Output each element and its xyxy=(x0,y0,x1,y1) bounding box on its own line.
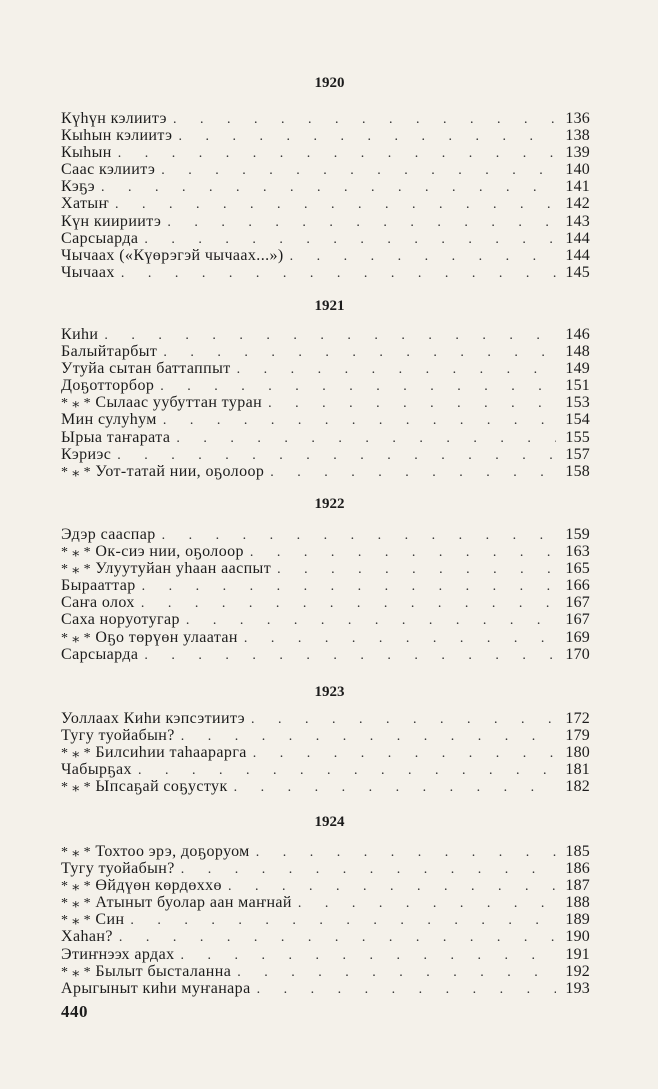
toc-entry xyxy=(61,744,590,761)
entry-title xyxy=(61,360,231,377)
entry-title xyxy=(61,526,156,543)
entry-page-number: 144 xyxy=(565,229,590,247)
entry-title xyxy=(61,860,175,877)
entry-page-number: 172 xyxy=(565,710,590,727)
toc-entry xyxy=(61,894,590,911)
dot-leader xyxy=(118,145,556,162)
dot-leader xyxy=(228,878,556,895)
asterism-mark: * ⁎ * xyxy=(61,780,91,796)
section-year-heading: 1923 xyxy=(314,684,345,700)
toc-entry xyxy=(61,195,590,212)
entry-title xyxy=(61,394,262,412)
entry-page-number: 157 xyxy=(565,445,590,463)
entry-page-number: 190 xyxy=(565,928,590,946)
toc-entry xyxy=(61,710,590,727)
dot-leader xyxy=(115,196,556,213)
asterism-mark: * ⁎ * xyxy=(61,464,91,480)
entry-title xyxy=(61,629,238,647)
entry-page-number: 140 xyxy=(565,161,590,179)
toc-entry xyxy=(61,144,590,161)
entry-title-text: Уоллаах Киһи кэпсэтиитэ xyxy=(61,710,246,727)
dot-leader xyxy=(290,248,556,265)
entry-page-number: 145 xyxy=(565,263,590,281)
dot-leader xyxy=(186,612,556,629)
toc-entry xyxy=(61,411,590,428)
dot-leader xyxy=(181,861,556,878)
toc-entry xyxy=(61,761,590,778)
entry-title-text: Бырааттар xyxy=(61,577,136,595)
entry-page-number: 167 xyxy=(565,611,590,629)
toc-entry xyxy=(61,860,590,877)
toc-entry xyxy=(61,980,590,997)
entry-title-text: Этиҥнээх ардах xyxy=(61,945,175,963)
entry-page-number: 166 xyxy=(565,577,590,595)
entry-page-number: 185 xyxy=(565,843,590,860)
entry-page-number: 188 xyxy=(565,894,590,912)
dot-leader xyxy=(138,762,556,779)
entry-title-text: Балыйтарбыт xyxy=(61,343,158,361)
entry-title-text: Чычаах xyxy=(61,263,115,281)
entry-title-text: Уот-татай нии, оҕолоор xyxy=(95,462,265,480)
entry-title-text: Ырыа таҥарата xyxy=(61,428,171,446)
entry-title-text: Былыт бысталанна xyxy=(95,962,232,980)
entry-title-text: Эдэр сааспар xyxy=(61,526,156,543)
entry-title xyxy=(61,213,161,230)
entry-title-text: Кэҕэ xyxy=(61,178,96,196)
entry-title-text: Сарсыарда xyxy=(61,645,139,663)
toc-entry xyxy=(61,161,590,178)
entry-title xyxy=(61,710,245,727)
entry-page-number: 182 xyxy=(565,778,590,796)
entry-title-text: Күн киириитэ xyxy=(61,212,162,230)
dot-leader xyxy=(257,981,556,998)
toc-entry xyxy=(61,110,590,127)
dot-leader xyxy=(142,578,556,595)
entry-page-number: 151 xyxy=(565,377,590,395)
dot-leader xyxy=(121,265,556,282)
section-year-heading: 1920 xyxy=(314,75,345,91)
asterism-mark: * ⁎ * xyxy=(61,845,91,860)
entry-title xyxy=(61,761,132,778)
entry-page-number: 163 xyxy=(565,543,590,561)
entry-title-text: Саха норуотугар xyxy=(61,611,180,629)
asterism-mark: * ⁎ * xyxy=(61,913,91,929)
entry-title-text: Оҕо төрүөн улаатан xyxy=(95,628,238,646)
dot-leader xyxy=(162,527,556,544)
entry-page-number: 179 xyxy=(565,727,590,745)
entry-title xyxy=(61,195,109,212)
toc-entry xyxy=(61,629,590,646)
dot-leader xyxy=(250,544,556,561)
dot-leader xyxy=(298,895,556,912)
toc-entry xyxy=(61,778,590,795)
dot-leader xyxy=(144,231,556,248)
entry-title-text: Хатыҥ xyxy=(61,195,109,213)
toc-entry xyxy=(61,429,590,446)
page-number: 440 xyxy=(61,1002,88,1021)
entry-page-number: 158 xyxy=(565,462,590,480)
entry-title xyxy=(61,843,250,861)
dot-leader xyxy=(130,912,556,929)
asterism-mark: * ⁎ * xyxy=(61,630,91,646)
entry-title xyxy=(61,343,157,360)
entry-page-number: 154 xyxy=(565,411,590,429)
toc-entry xyxy=(61,526,590,543)
entry-page-number: 187 xyxy=(565,877,590,895)
section-year-heading: 1921 xyxy=(314,298,345,314)
entry-page-number: 167 xyxy=(565,594,590,612)
entry-page-number: 149 xyxy=(565,360,590,378)
toc-entry xyxy=(61,247,590,264)
toc-entry xyxy=(61,594,590,611)
dot-leader xyxy=(167,214,556,231)
entry-title-text: Билсиһии таһаарарга xyxy=(95,744,247,762)
entry-title xyxy=(61,778,228,796)
toc-entry xyxy=(61,928,590,945)
entry-page-number: 153 xyxy=(565,394,590,412)
entry-title-text: Кыһын кэлиитэ xyxy=(61,127,173,145)
entry-page-number: 155 xyxy=(565,428,590,446)
dot-leader xyxy=(163,412,556,429)
entry-title xyxy=(61,928,113,945)
toc-entry xyxy=(61,843,590,860)
entry-page-number: 189 xyxy=(565,911,590,929)
entry-title-text: Атыныт буолар аан маҥнай xyxy=(95,894,292,912)
section-entry-list xyxy=(61,110,590,281)
entry-page-number: 192 xyxy=(565,962,590,980)
dot-leader xyxy=(256,844,556,861)
toc-entry xyxy=(61,611,590,628)
dot-leader xyxy=(160,378,556,395)
toc-entry xyxy=(61,911,590,928)
dot-leader xyxy=(181,728,556,745)
entry-title xyxy=(61,247,284,264)
entry-title xyxy=(61,963,231,981)
entry-title xyxy=(61,946,175,963)
toc-entry xyxy=(61,394,590,411)
entry-title xyxy=(61,161,155,178)
toc-entry xyxy=(61,463,590,480)
entry-title-text: Кыһын xyxy=(61,144,112,162)
dot-leader xyxy=(244,630,556,647)
entry-title-text: Өйдүөн көрдөххө xyxy=(95,877,222,895)
entry-title-text: Утуйа сытан баттаппыт xyxy=(61,360,231,378)
entry-title-text: Тугу туойабын? xyxy=(61,860,175,878)
toc-entry xyxy=(61,446,590,463)
entry-title xyxy=(61,577,136,594)
entry-page-number: 143 xyxy=(565,212,590,230)
toc-entry xyxy=(61,326,590,343)
dot-leader xyxy=(173,111,556,128)
toc-entry xyxy=(61,963,590,980)
toc-entry xyxy=(61,377,590,394)
entry-page-number: 148 xyxy=(565,343,590,361)
toc-entry xyxy=(61,577,590,594)
entry-page-number: 191 xyxy=(565,945,590,963)
entry-title-text: Мин сулуһум xyxy=(61,411,157,429)
entry-title-text: Арыгыныт киһи муҥанара xyxy=(61,979,251,997)
entry-title-text: Саас кэлиитэ xyxy=(61,161,156,179)
entry-title-text: Хаһан? xyxy=(61,928,113,946)
entry-page-number: 141 xyxy=(565,178,590,196)
entry-title xyxy=(61,230,138,247)
dot-leader xyxy=(237,964,556,981)
dot-leader xyxy=(163,344,556,361)
entry-title-text: Киһи xyxy=(61,326,99,343)
toc-entry xyxy=(61,230,590,247)
entry-page-number: 159 xyxy=(565,526,590,543)
dot-leader xyxy=(144,647,556,664)
entry-title xyxy=(61,411,157,428)
entry-title xyxy=(61,144,112,161)
dot-leader xyxy=(270,464,556,481)
entry-title-text: Сылаас уубуттан туран xyxy=(95,394,263,412)
toc-entry xyxy=(61,343,590,360)
dot-leader xyxy=(161,162,556,179)
section-entry-list xyxy=(61,710,590,795)
entry-page-number: 186 xyxy=(565,860,590,878)
entry-title-text: Кэриэс xyxy=(61,445,112,463)
entry-title xyxy=(61,377,154,394)
entry-title xyxy=(61,911,124,929)
entry-title xyxy=(61,446,111,463)
entry-title xyxy=(61,877,222,895)
dot-leader xyxy=(178,128,556,145)
entry-title xyxy=(61,326,98,343)
dot-leader xyxy=(104,327,556,344)
entry-page-number: 180 xyxy=(565,744,590,762)
entry-title-text: Улуутуйан уһаан ааспыт xyxy=(95,560,272,578)
dot-leader xyxy=(234,779,556,796)
dot-leader xyxy=(237,361,556,378)
entry-title-text: Күһүн кэлиитэ xyxy=(61,110,167,127)
entry-page-number: 136 xyxy=(565,110,590,127)
entry-title xyxy=(61,127,172,144)
entry-title xyxy=(61,543,244,561)
entry-title xyxy=(61,110,167,127)
dot-leader xyxy=(253,745,556,762)
asterism-mark: * ⁎ * xyxy=(61,396,91,412)
dot-leader xyxy=(119,929,556,946)
entry-title-text: Син xyxy=(95,911,125,929)
asterism-mark: * ⁎ * xyxy=(61,879,91,895)
entry-title xyxy=(61,980,251,997)
entry-title xyxy=(61,463,264,481)
entry-title-text: Чабырҕах xyxy=(61,761,132,779)
entry-title xyxy=(61,727,175,744)
dot-leader xyxy=(141,595,556,612)
asterism-mark: * ⁎ * xyxy=(61,746,91,762)
dot-leader xyxy=(101,179,556,196)
entry-title xyxy=(61,264,115,281)
entry-title xyxy=(61,594,135,611)
entry-page-number: 138 xyxy=(565,127,590,145)
section-entry-list xyxy=(61,326,590,480)
toc-entry xyxy=(61,127,590,144)
entry-title xyxy=(61,894,292,912)
toc-entry xyxy=(61,213,590,230)
entry-title-text: Ыпсаҕай соҕустук xyxy=(95,778,228,796)
entry-page-number: 146 xyxy=(565,326,590,343)
entry-title xyxy=(61,429,170,446)
entry-title-text: Чычаах («Күөрэгэй чычаах...») xyxy=(61,246,284,264)
asterism-mark: * ⁎ * xyxy=(61,964,91,980)
dot-leader xyxy=(268,395,556,412)
entry-page-number: 142 xyxy=(565,195,590,213)
entry-title-text: Саҥа олох xyxy=(61,594,135,612)
section-entry-list xyxy=(61,526,590,663)
asterism-mark: * ⁎ * xyxy=(61,545,91,561)
entry-page-number: 144 xyxy=(565,246,590,264)
entry-title xyxy=(61,744,247,762)
asterism-mark: * ⁎ * xyxy=(61,562,91,578)
entry-title-text: Доҕотторбор xyxy=(61,377,155,395)
toc-entry xyxy=(61,560,590,577)
toc-entry xyxy=(61,877,590,894)
entry-page-number: 165 xyxy=(565,560,590,578)
dot-leader xyxy=(251,711,556,728)
toc-entry xyxy=(61,360,590,377)
asterism-mark: * ⁎ * xyxy=(61,896,91,912)
entry-page-number: 193 xyxy=(565,979,590,997)
toc-entry xyxy=(61,178,590,195)
dot-leader xyxy=(181,947,557,964)
section-year-heading: 1924 xyxy=(314,814,345,830)
dot-leader xyxy=(277,561,556,578)
entry-title-text: Тохтоо эрэ, доҕоруом xyxy=(95,843,250,860)
toc-entry xyxy=(61,946,590,963)
section-entry-list xyxy=(61,843,590,997)
entry-title xyxy=(61,611,180,628)
toc-entry xyxy=(61,264,590,281)
entry-title xyxy=(61,178,95,195)
entry-title-text: Сарсыарда xyxy=(61,229,139,247)
entry-page-number: 181 xyxy=(565,761,590,779)
toc-entry xyxy=(61,727,590,744)
entry-page-number: 169 xyxy=(565,628,590,646)
toc-entry xyxy=(61,543,590,560)
dot-leader xyxy=(117,447,556,464)
toc-entry xyxy=(61,646,590,663)
entry-title xyxy=(61,646,138,663)
entry-title-text: Ок-сиэ нии, оҕолоор xyxy=(95,543,244,561)
entry-title xyxy=(61,560,271,578)
dot-leader xyxy=(176,430,556,447)
section-year-heading: 1922 xyxy=(314,496,345,512)
entry-title-text: Тугу туойабын? xyxy=(61,727,175,745)
entry-page-number: 139 xyxy=(565,144,590,162)
entry-page-number: 170 xyxy=(565,645,590,663)
